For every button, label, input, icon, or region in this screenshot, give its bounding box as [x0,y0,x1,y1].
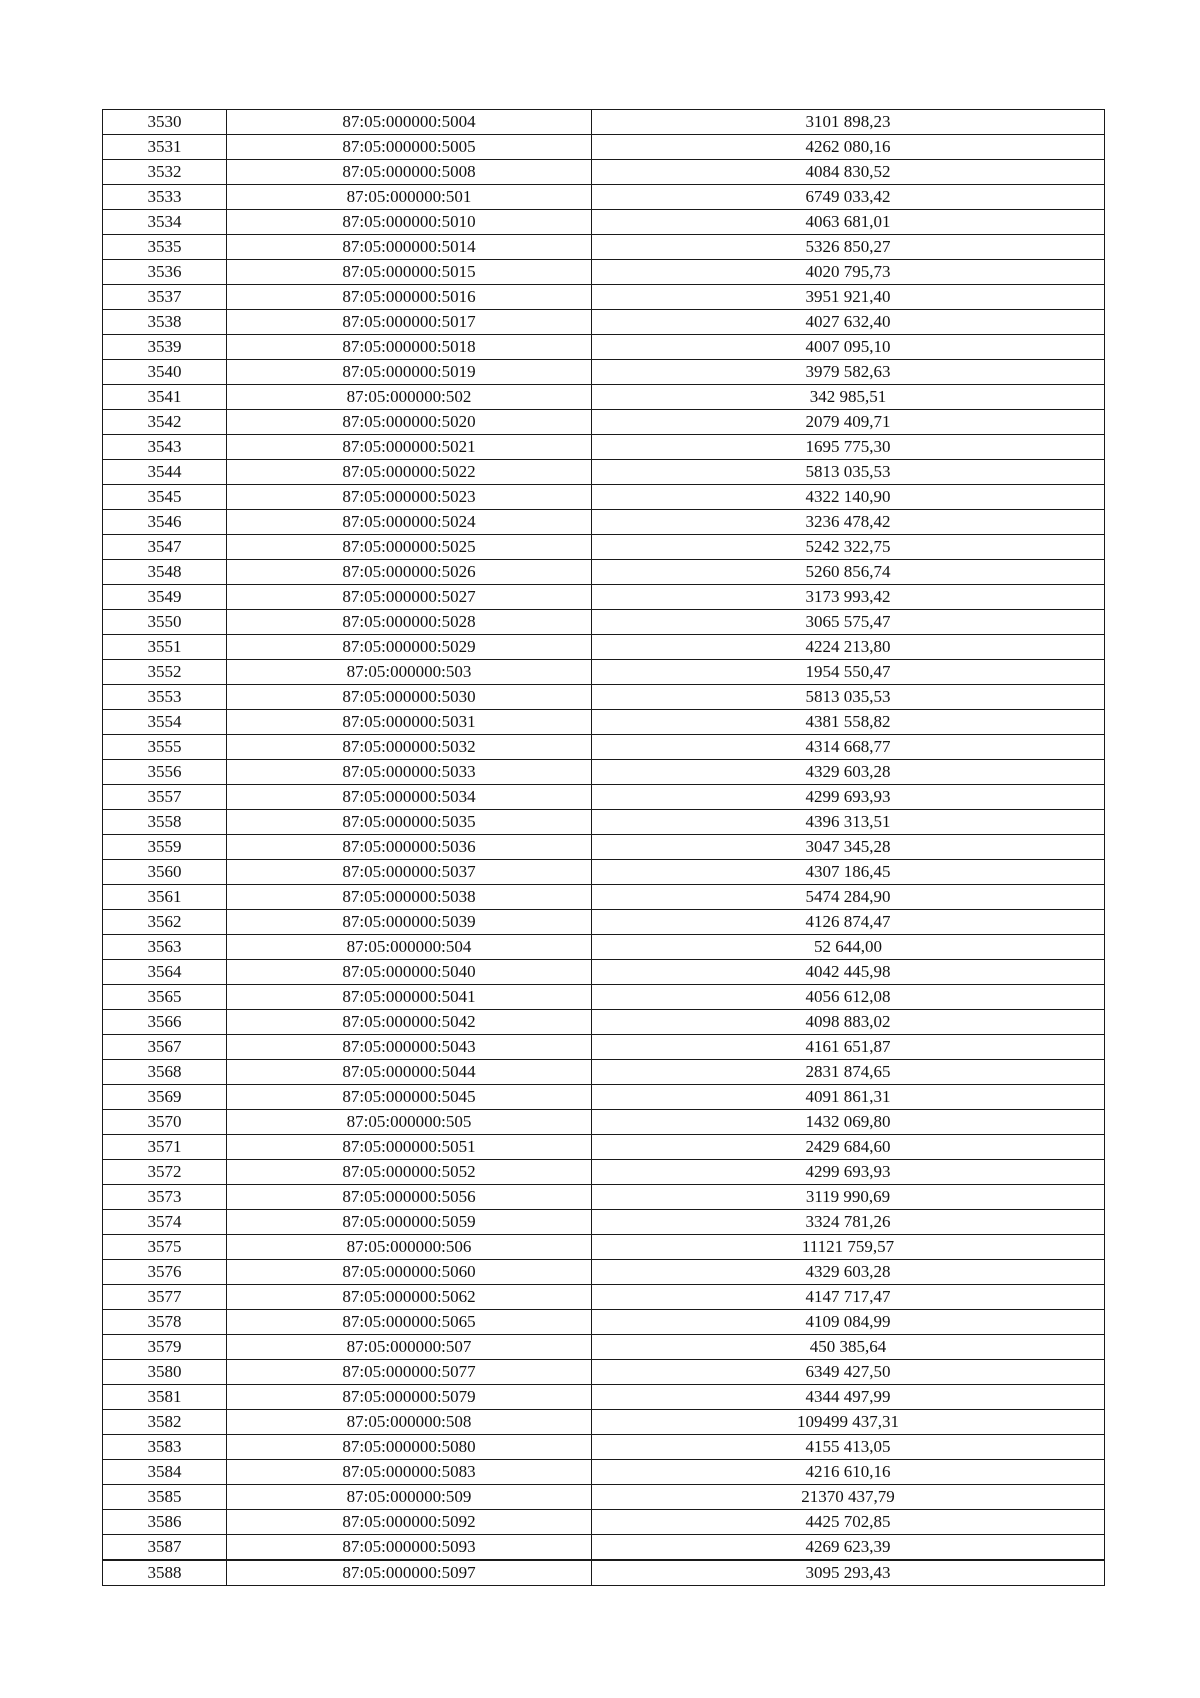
table-row [103,1535,1105,1561]
table-row [103,1160,1105,1185]
row-number-cell: 3565 [103,985,227,1010]
table-row [103,785,1105,810]
table-row [103,860,1105,885]
cadastral-value-cell: 4042 445,98 [592,960,1105,985]
cadastral-value-cell: 4063 681,01 [592,210,1105,235]
cadastral-value-cell: 3095 293,43 [592,1560,1105,1586]
table-row [103,1435,1105,1460]
cadastral-value-cell: 4307 186,45 [592,860,1105,885]
table-row [103,410,1105,435]
row-number-cell: 3544 [103,460,227,485]
cadastral-value-cell: 4098 883,02 [592,1010,1105,1035]
row-number-cell: 3554 [103,710,227,735]
cadastral-value-cell: 5260 856,74 [592,560,1105,585]
cadastral-value-cell: 2831 874,65 [592,1060,1105,1085]
cadastral-value-cell: 4084 830,52 [592,160,1105,185]
cadastral-value-cell: 2429 684,60 [592,1135,1105,1160]
row-number-cell: 3543 [103,435,227,460]
row-number-cell: 3563 [103,935,227,960]
cadastral-value-cell: 4224 213,80 [592,635,1105,660]
table-row [103,1185,1105,1210]
cadastral-number-cell: 87:05:000000:505 [227,1110,592,1135]
cadastral-value-cell: 3119 990,69 [592,1185,1105,1210]
cadastral-value-cell: 4269 623,39 [592,1535,1105,1561]
table-row [103,1235,1105,1260]
table-row [103,1360,1105,1385]
table-row [103,460,1105,485]
row-number-cell: 3531 [103,135,227,160]
table-row [103,735,1105,760]
cadastral-number-cell: 87:05:000000:5052 [227,1160,592,1185]
cadastral-value-cell: 4396 313,51 [592,810,1105,835]
cadastral-value-cell: 2079 409,71 [592,410,1105,435]
table-row [103,1335,1105,1360]
cadastral-number-cell: 87:05:000000:5034 [227,785,592,810]
row-number-cell: 3539 [103,335,227,360]
table-row [103,1310,1105,1335]
row-number-cell: 3557 [103,785,227,810]
row-number-cell: 3551 [103,635,227,660]
cadastral-number-cell: 87:05:000000:5004 [227,110,592,135]
cadastral-number-cell: 87:05:000000:506 [227,1235,592,1260]
cadastral-number-cell: 87:05:000000:5038 [227,885,592,910]
cadastral-value-cell: 4216 610,16 [592,1460,1105,1485]
cadastral-value-cell: 4381 558,82 [592,710,1105,735]
cadastral-number-cell: 87:05:000000:5024 [227,510,592,535]
cadastral-number-cell: 87:05:000000:5032 [227,735,592,760]
cadastral-value-cell: 1954 550,47 [592,660,1105,685]
table-row [103,560,1105,585]
cadastral-number-cell: 87:05:000000:5037 [227,860,592,885]
cadastral-number-cell: 87:05:000000:5023 [227,485,592,510]
table-row [103,135,1105,160]
cadastral-value-table [102,109,1105,1586]
cadastral-value-cell: 4056 612,08 [592,985,1105,1010]
row-number-cell: 3556 [103,760,227,785]
table-row [103,935,1105,960]
row-number-cell: 3587 [103,1535,227,1561]
cadastral-number-cell: 87:05:000000:5005 [227,135,592,160]
row-number-cell: 3580 [103,1360,227,1385]
cadastral-number-cell: 87:05:000000:5039 [227,910,592,935]
cadastral-value-cell: 6349 427,50 [592,1360,1105,1385]
table-row [103,910,1105,935]
cadastral-number-cell: 87:05:000000:5060 [227,1260,592,1285]
cadastral-number-cell: 87:05:000000:5033 [227,760,592,785]
cadastral-number-cell: 87:05:000000:507 [227,1335,592,1360]
cadastral-number-cell: 87:05:000000:5051 [227,1135,592,1160]
table-row [103,110,1105,135]
row-number-cell: 3548 [103,560,227,585]
row-number-cell: 3561 [103,885,227,910]
cadastral-number-cell: 87:05:000000:5010 [227,210,592,235]
row-number-cell: 3545 [103,485,227,510]
cadastral-number-cell: 87:05:000000:5079 [227,1385,592,1410]
row-number-cell: 3576 [103,1260,227,1285]
cadastral-value-cell: 3173 993,42 [592,585,1105,610]
cadastral-number-cell: 87:05:000000:5015 [227,260,592,285]
row-number-cell: 3582 [103,1410,227,1435]
cadastral-number-cell: 87:05:000000:5029 [227,635,592,660]
cadastral-number-cell: 87:05:000000:5092 [227,1510,592,1535]
table-row [103,535,1105,560]
cadastral-number-cell: 87:05:000000:5065 [227,1310,592,1335]
cadastral-number-cell: 87:05:000000:5014 [227,235,592,260]
cadastral-value-cell: 4322 140,90 [592,485,1105,510]
cadastral-value-cell: 5474 284,90 [592,885,1105,910]
row-number-cell: 3552 [103,660,227,685]
cadastral-number-cell: 87:05:000000:5042 [227,1010,592,1035]
table-row [103,685,1105,710]
cadastral-number-cell: 87:05:000000:5093 [227,1535,592,1561]
row-number-cell: 3566 [103,1010,227,1035]
cadastral-number-cell: 87:05:000000:5030 [227,685,592,710]
cadastral-number-cell: 87:05:000000:5017 [227,310,592,335]
cadastral-number-cell: 87:05:000000:5097 [227,1560,592,1586]
cadastral-value-cell: 3979 582,63 [592,360,1105,385]
table-row [103,1060,1105,1085]
table-row [103,660,1105,685]
table-row [103,610,1105,635]
row-number-cell: 3568 [103,1060,227,1085]
cadastral-value-cell: 3101 898,23 [592,110,1105,135]
cadastral-value-cell: 4329 603,28 [592,760,1105,785]
row-number-cell: 3567 [103,1035,227,1060]
row-number-cell: 3550 [103,610,227,635]
table-row [103,1485,1105,1510]
cadastral-value-cell: 5813 035,53 [592,685,1105,710]
table-row [103,1410,1105,1435]
row-number-cell: 3559 [103,835,227,860]
table-body [103,110,1105,1586]
table-row [103,710,1105,735]
table-row [103,160,1105,185]
row-number-cell: 3542 [103,410,227,435]
row-number-cell: 3583 [103,1435,227,1460]
row-number-cell: 3530 [103,110,227,135]
row-number-cell: 3564 [103,960,227,985]
cadastral-number-cell: 87:05:000000:5016 [227,285,592,310]
row-number-cell: 3578 [103,1310,227,1335]
cadastral-value-cell: 3951 921,40 [592,285,1105,310]
table-row [103,210,1105,235]
cadastral-number-cell: 87:05:000000:5040 [227,960,592,985]
cadastral-number-cell: 87:05:000000:5062 [227,1285,592,1310]
row-number-cell: 3536 [103,260,227,285]
table-row [103,985,1105,1010]
table-row [103,510,1105,535]
cadastral-value-cell: 4007 095,10 [592,335,1105,360]
row-number-cell: 3584 [103,1460,227,1485]
table-row [103,1135,1105,1160]
row-number-cell: 3560 [103,860,227,885]
table-row [103,310,1105,335]
cadastral-number-cell: 87:05:000000:5080 [227,1435,592,1460]
cadastral-value-cell: 4091 861,31 [592,1085,1105,1110]
row-number-cell: 3538 [103,310,227,335]
cadastral-number-cell: 87:05:000000:504 [227,935,592,960]
table-row [103,385,1105,410]
row-number-cell: 3581 [103,1385,227,1410]
cadastral-value-cell: 4109 084,99 [592,1310,1105,1335]
cadastral-number-cell: 87:05:000000:5018 [227,335,592,360]
row-number-cell: 3586 [103,1510,227,1535]
cadastral-number-cell: 87:05:000000:5026 [227,560,592,585]
row-number-cell: 3532 [103,160,227,185]
cadastral-number-cell: 87:05:000000:5021 [227,435,592,460]
row-number-cell: 3549 [103,585,227,610]
row-number-cell: 3588 [103,1560,227,1586]
cadastral-value-cell: 52 644,00 [592,935,1105,960]
cadastral-value-cell: 4299 693,93 [592,785,1105,810]
cadastral-number-cell: 87:05:000000:5019 [227,360,592,385]
cadastral-value-cell: 3065 575,47 [592,610,1105,635]
row-number-cell: 3541 [103,385,227,410]
cadastral-value-cell: 3324 781,26 [592,1210,1105,1235]
row-number-cell: 3537 [103,285,227,310]
row-number-cell: 3577 [103,1285,227,1310]
cadastral-number-cell: 87:05:000000:5025 [227,535,592,560]
cadastral-value-cell: 4161 651,87 [592,1035,1105,1060]
table-row [103,885,1105,910]
cadastral-value-cell: 450 385,64 [592,1335,1105,1360]
cadastral-value-cell: 4425 702,85 [592,1510,1105,1535]
table-row [103,435,1105,460]
cadastral-number-cell: 87:05:000000:5036 [227,835,592,860]
cadastral-value-cell: 5326 850,27 [592,235,1105,260]
cadastral-number-cell: 87:05:000000:508 [227,1410,592,1435]
row-number-cell: 3553 [103,685,227,710]
cadastral-value-cell: 4020 795,73 [592,260,1105,285]
table-row [103,1560,1105,1586]
table-row [103,360,1105,385]
cadastral-number-cell: 87:05:000000:5022 [227,460,592,485]
table-row [103,235,1105,260]
cadastral-value-cell: 4147 717,47 [592,1285,1105,1310]
cadastral-number-cell: 87:05:000000:503 [227,660,592,685]
cadastral-number-cell: 87:05:000000:5035 [227,810,592,835]
cadastral-number-cell: 87:05:000000:5077 [227,1360,592,1385]
cadastral-value-cell: 3047 345,28 [592,835,1105,860]
row-number-cell: 3562 [103,910,227,935]
cadastral-number-cell: 87:05:000000:5045 [227,1085,592,1110]
row-number-cell: 3540 [103,360,227,385]
cadastral-value-cell: 4027 632,40 [592,310,1105,335]
table-row [103,1035,1105,1060]
cadastral-number-cell: 87:05:000000:5083 [227,1460,592,1485]
cadastral-number-cell: 87:05:000000:5028 [227,610,592,635]
cadastral-value-cell: 4299 693,93 [592,1160,1105,1185]
cadastral-number-cell: 87:05:000000:502 [227,385,592,410]
table-row [103,760,1105,785]
table-row [103,635,1105,660]
row-number-cell: 3533 [103,185,227,210]
row-number-cell: 3575 [103,1235,227,1260]
cadastral-value-cell: 342 985,51 [592,385,1105,410]
row-number-cell: 3585 [103,1485,227,1510]
cadastral-value-cell: 5813 035,53 [592,460,1105,485]
table-row [103,1510,1105,1535]
table-row [103,585,1105,610]
cadastral-number-cell: 87:05:000000:5020 [227,410,592,435]
row-number-cell: 3579 [103,1335,227,1360]
cadastral-number-cell: 87:05:000000:5043 [227,1035,592,1060]
table-row [103,1460,1105,1485]
row-number-cell: 3534 [103,210,227,235]
cadastral-number-cell: 87:05:000000:5031 [227,710,592,735]
cadastral-number-cell: 87:05:000000:5027 [227,585,592,610]
cadastral-value-cell: 3236 478,42 [592,510,1105,535]
row-number-cell: 3571 [103,1135,227,1160]
cadastral-number-cell: 87:05:000000:501 [227,185,592,210]
row-number-cell: 3555 [103,735,227,760]
cadastral-value-cell: 4155 413,05 [592,1435,1105,1460]
table-row [103,810,1105,835]
cadastral-value-cell: 4344 497,99 [592,1385,1105,1410]
table-row [103,1110,1105,1135]
cadastral-value-cell: 4329 603,28 [592,1260,1105,1285]
table-row [103,1260,1105,1285]
cadastral-value-cell: 4314 668,77 [592,735,1105,760]
cadastral-value-cell: 109499 437,31 [592,1410,1105,1435]
cadastral-number-cell: 87:05:000000:509 [227,1485,592,1510]
cadastral-value-cell: 1432 069,80 [592,1110,1105,1135]
row-number-cell: 3569 [103,1085,227,1110]
row-number-cell: 3558 [103,810,227,835]
cadastral-value-cell: 4126 874,47 [592,910,1105,935]
row-number-cell: 3574 [103,1210,227,1235]
table-row [103,260,1105,285]
cadastral-value-cell: 21370 437,79 [592,1485,1105,1510]
cadastral-value-cell: 6749 033,42 [592,185,1105,210]
cadastral-number-cell: 87:05:000000:5044 [227,1060,592,1085]
table-row [103,485,1105,510]
row-number-cell: 3570 [103,1110,227,1135]
row-number-cell: 3572 [103,1160,227,1185]
row-number-cell: 3573 [103,1185,227,1210]
table-row [103,1210,1105,1235]
table-row [103,1085,1105,1110]
table-row [103,335,1105,360]
cadastral-number-cell: 87:05:000000:5008 [227,160,592,185]
row-number-cell: 3535 [103,235,227,260]
cadastral-value-cell: 11121 759,57 [592,1235,1105,1260]
cadastral-number-cell: 87:05:000000:5041 [227,985,592,1010]
table-row [103,1385,1105,1410]
table-row [103,1285,1105,1310]
table-row [103,1010,1105,1035]
row-number-cell: 3547 [103,535,227,560]
table-row [103,285,1105,310]
table-row [103,960,1105,985]
cadastral-value-cell: 4262 080,16 [592,135,1105,160]
cadastral-value-cell: 5242 322,75 [592,535,1105,560]
cadastral-number-cell: 87:05:000000:5059 [227,1210,592,1235]
cadastral-number-cell: 87:05:000000:5056 [227,1185,592,1210]
row-number-cell: 3546 [103,510,227,535]
table-row [103,185,1105,210]
table-row [103,835,1105,860]
cadastral-value-cell: 1695 775,30 [592,435,1105,460]
